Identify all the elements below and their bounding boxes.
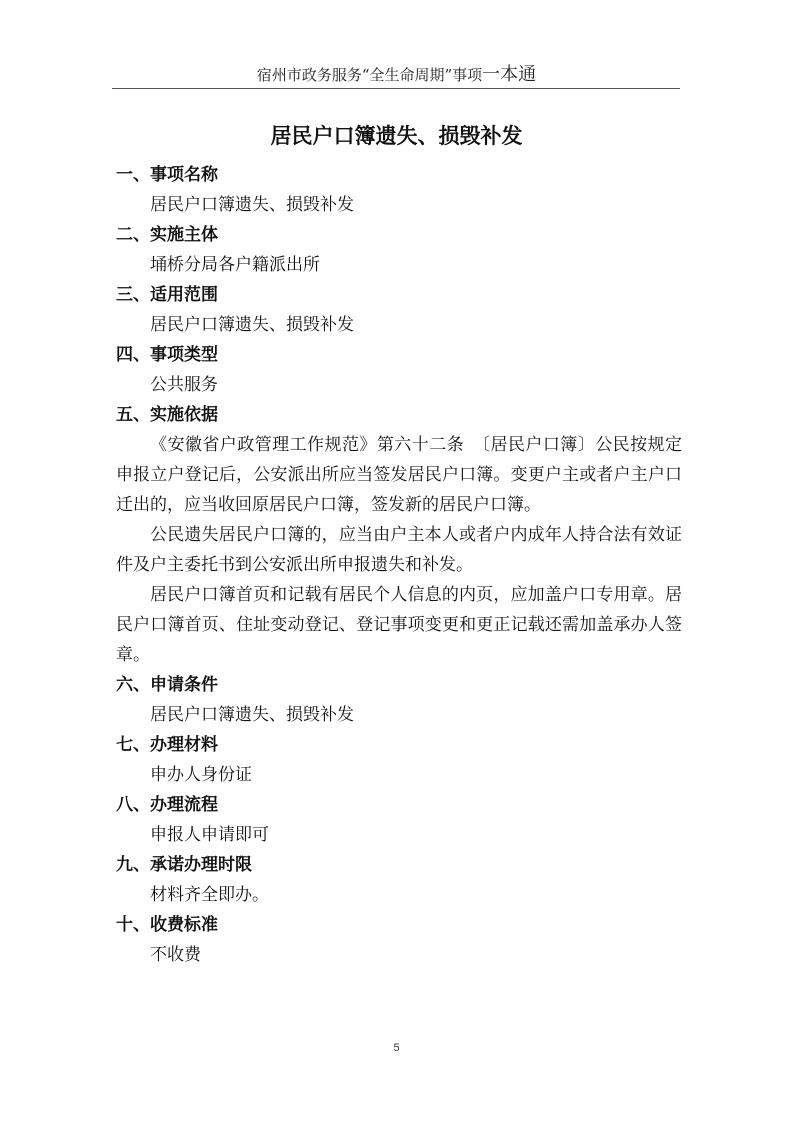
header-divider — [112, 88, 680, 89]
section-body: 不收费 — [150, 945, 201, 965]
legal-basis-paragraph: 公民遗失居民户口簿的，应当由户主本人或者户内成年人持合法有效证件及户主委托书到公安派出所申报遗失和补发。 — [116, 525, 682, 575]
section-body: 居民户口簿遗失、损毁补发 — [150, 705, 354, 725]
legal-basis-paragraph: 居民户口簿首页和记载有居民个人信息的内页，应加盖户口专用章。居民户口簿首页、住址变动登记、登记事项变更和更正记载还需加盖承办人签章。 — [116, 585, 682, 665]
section-heading: 十、收费标准 — [116, 915, 218, 935]
section-heading: 八、办理流程 — [116, 795, 218, 815]
section-heading: 五、实施依据 — [116, 405, 218, 425]
running-header-text: 宿州市政务服务“全生命周期”事项 — [256, 66, 483, 84]
section-heading: 七、办理材料 — [116, 735, 218, 755]
section-heading: 六、申请条件 — [116, 675, 218, 695]
section-heading: 二、实施主体 — [116, 225, 218, 245]
section-body: 申办人身份证 — [150, 765, 252, 785]
running-header — [0, 60, 793, 86]
section-body: 申报人申请即可 — [150, 825, 269, 845]
section-body: 公共服务 — [150, 375, 218, 395]
section-body: 埇桥分局各户籍派出所 — [150, 255, 320, 275]
section-body: 居民户口簿遗失、损毁补发 — [150, 195, 354, 215]
legal-basis-paragraph: 《安徽省户政管理工作规范》第六十二条 〔居民户口簿〕公民按规定申报立户登记后，公安派出所应当签发居民户口簿。变更户主或者户主户口迁出的，应当收回原居民户口簿，签发新的居民户口簿。 — [116, 435, 682, 515]
document-title: 居民户口簿遗失、损毁补发 — [270, 124, 523, 148]
section-body: 居民户口簿遗失、损毁补发 — [150, 315, 354, 335]
running-header-suffix: 一本通 — [482, 64, 537, 85]
section-heading: 一、事项名称 — [116, 165, 218, 185]
document-body — [116, 160, 682, 970]
section-body: 材料齐全即办。 — [150, 885, 269, 905]
section-heading: 九、承诺办理时限 — [116, 855, 252, 875]
page-number: 5 — [393, 1042, 400, 1054]
section-heading: 四、事项类型 — [116, 345, 218, 365]
section-heading: 三、适用范围 — [116, 285, 218, 305]
